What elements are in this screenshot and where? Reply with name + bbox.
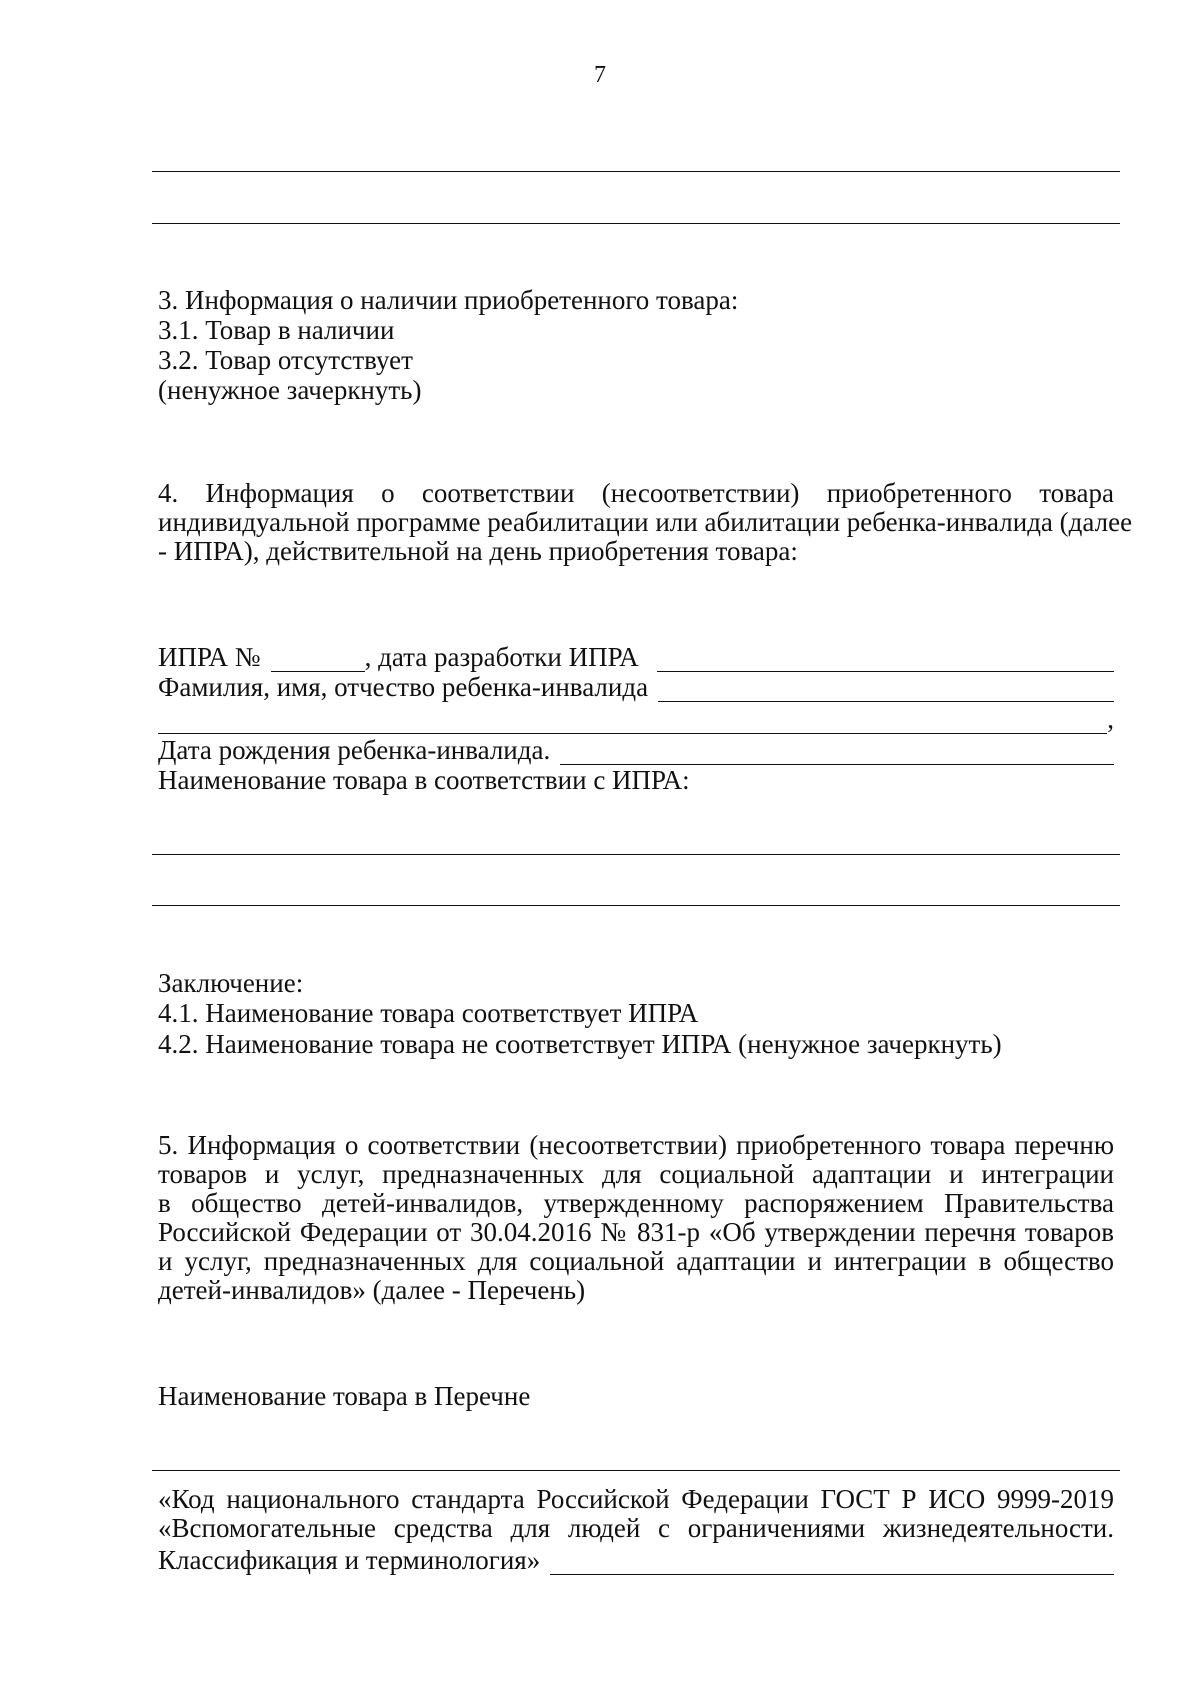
gost-classification-label: Классификация и терминология» xyxy=(158,1545,541,1575)
section4-line: - ИПРА), действительной на день приобретения товара: xyxy=(158,536,798,566)
fio-tail: , xyxy=(1107,704,1114,734)
page-number: 7 xyxy=(594,62,606,88)
ipra-number-field[interactable] xyxy=(271,649,365,672)
section5-line: в общество детей-инвалидов, утвержденному распоряжением Правительства xyxy=(158,1188,1114,1218)
blank-line-top-2[interactable] xyxy=(152,223,1120,224)
gost-classification-row xyxy=(158,1545,1114,1575)
conclusion-title: Заключение: xyxy=(158,968,304,998)
birth-date-field[interactable] xyxy=(560,742,1114,765)
section3-title: 3. Информация о наличии приобретенного товара: xyxy=(158,285,739,315)
gost-paragraph xyxy=(158,1485,1114,1543)
goods-list-field[interactable] xyxy=(152,1470,1120,1471)
ipra-date-label: , дата разработки ИПРА xyxy=(364,642,639,672)
section3-item-1: 3.1. Товар в наличии xyxy=(158,315,395,345)
gost-line: «Вспомогательные средства для людей с ограничениями жизнедеятельности. xyxy=(158,1513,1114,1543)
section3-note: (ненужное зачеркнуть) xyxy=(158,375,422,405)
ipra-number-label: ИПРА № xyxy=(158,642,261,672)
section4-line: индивидуальной программе реабилитации или абилитации ребенка-инвалида (далее xyxy=(158,507,1133,537)
conclusion-item-1: 4.1. Наименование товара соответствует ИПРА xyxy=(158,998,699,1028)
section5-line: Российской Федерации от 30.04.2016 № 831-р «Об утверждении перечня товаров xyxy=(158,1217,1114,1247)
fio-row xyxy=(158,672,1114,702)
fio-field[interactable] xyxy=(658,679,1114,702)
fio-continuation-row xyxy=(158,704,1114,734)
section3-item-2: 3.2. Товар отсутствует xyxy=(158,345,413,375)
section5-line: 5. Информация о соответствии (несоответствии) приобретенного товара перечню xyxy=(158,1130,1114,1160)
goods-list-label: Наименование товара в Перечне xyxy=(158,1381,531,1411)
ipra-row xyxy=(158,642,1114,672)
section5-line: детей-инвалидов» (далее - Перечень) xyxy=(158,1275,586,1305)
ipra-date-field[interactable] xyxy=(657,649,1114,672)
birth-date-label: Дата рождения ребенка-инвалида. xyxy=(158,735,551,765)
fio-label: Фамилия, имя, отчество ребенка-инвалида xyxy=(158,672,649,702)
section4-line: 4. Информация о соответствии (несоответствии) приобретенного товара xyxy=(158,478,1114,508)
section5-line: товаров и услуг, предназначенных для социальной адаптации и интеграции xyxy=(158,1159,1114,1189)
section4-paragraph xyxy=(158,478,1133,566)
goods-ipra-label: Наименование товара в соответствии с ИПРА: xyxy=(158,765,690,795)
goods-ipra-field-1[interactable] xyxy=(152,854,1120,855)
birth-row xyxy=(158,735,1114,765)
blank-line-top-1[interactable] xyxy=(152,171,1120,172)
section5-paragraph xyxy=(158,1131,1114,1305)
gost-line: «Код национального стандарта Российской Федерации ГОСТ Р ИСО 9999-2019 xyxy=(158,1484,1114,1514)
fio-field-continuation[interactable] xyxy=(158,711,1107,734)
section5-line: и услуг, предназначенных для социальной адаптации и интеграции в общество xyxy=(158,1246,1114,1276)
goods-ipra-field-2[interactable] xyxy=(152,905,1120,906)
gost-code-field[interactable] xyxy=(550,1552,1114,1575)
conclusion-item-2: 4.2. Наименование товара не соответствует ИПРА (ненужное зачеркнуть) xyxy=(158,1029,1002,1059)
